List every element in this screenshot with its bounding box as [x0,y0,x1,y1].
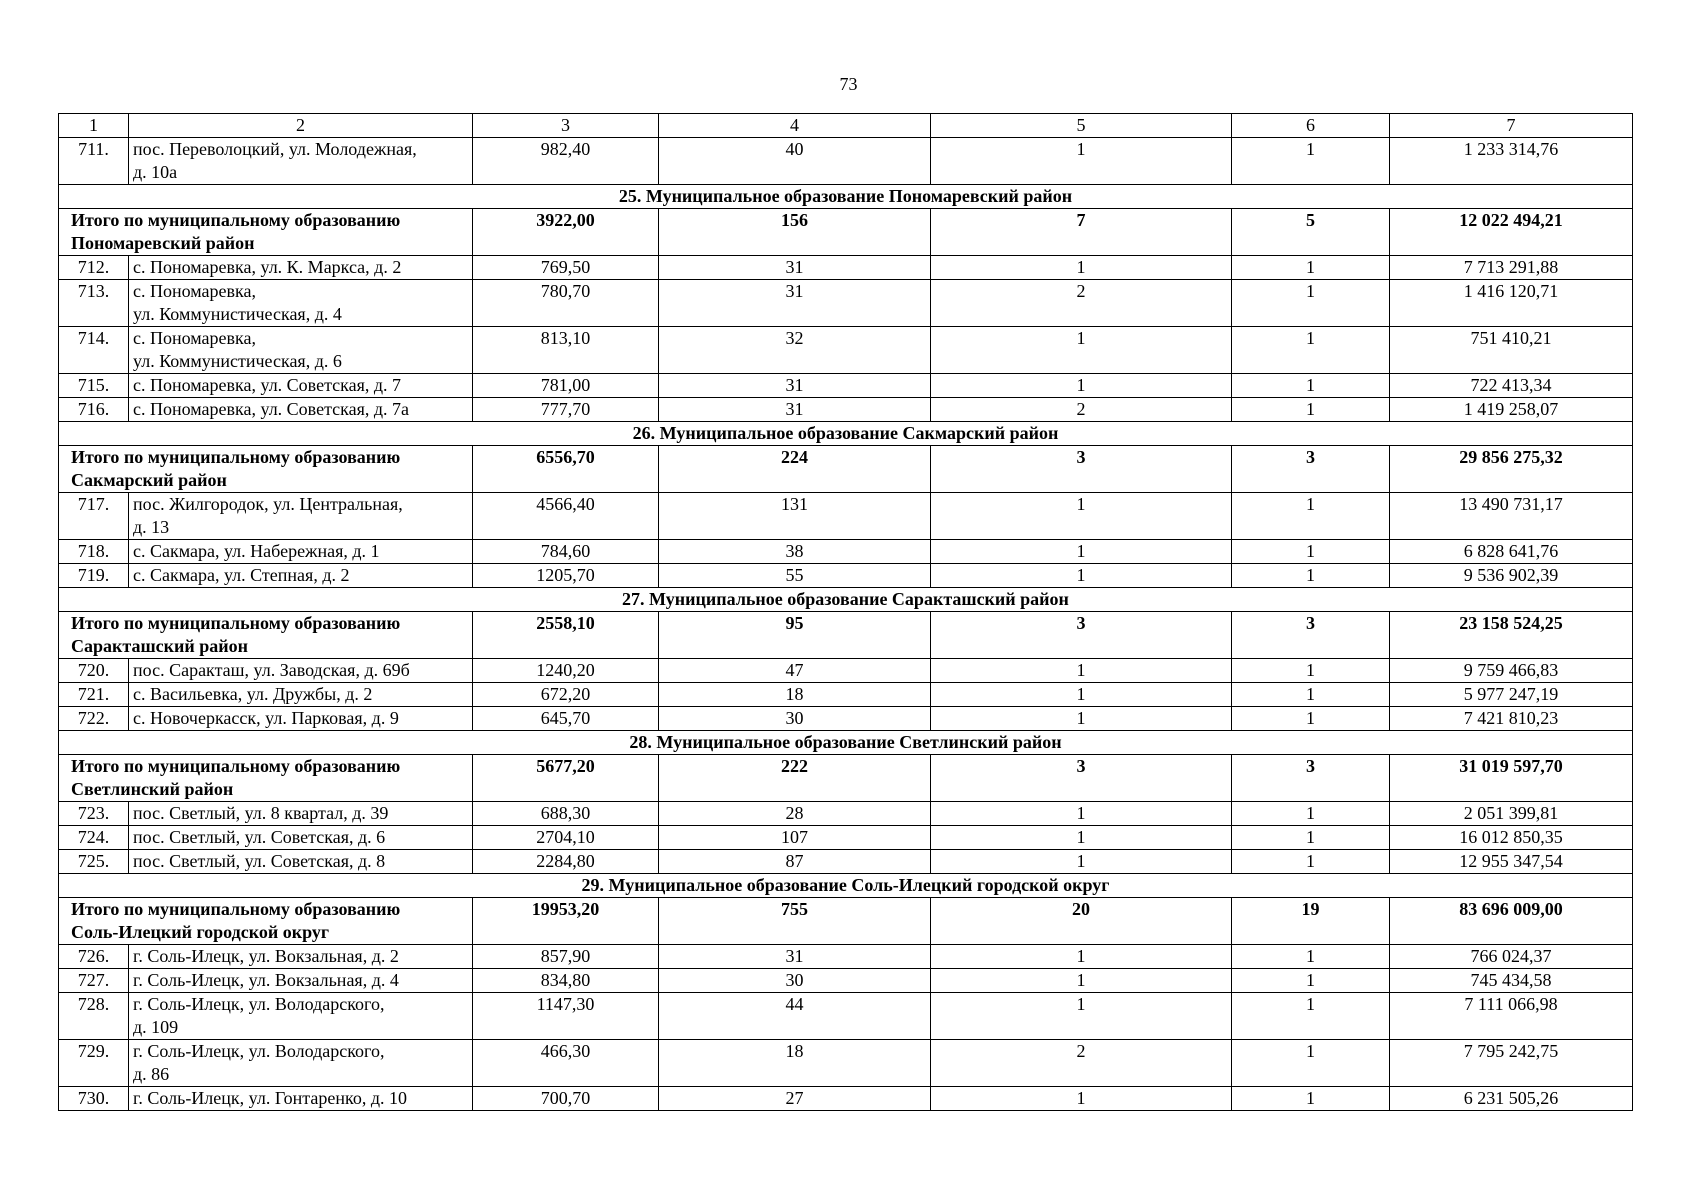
row-number: 721. [59,683,129,707]
table-row [59,659,1633,683]
apartments-value: 30 [659,707,931,731]
subtotal-row [59,755,1633,802]
row-number: 725. [59,850,129,874]
apartments-value: 28 [659,802,931,826]
column-header: 5 [931,114,1232,138]
subtotal-label-line: Сакмарский район [71,470,227,490]
count-value: 1 [931,540,1232,564]
count-value: 19 [1232,898,1390,945]
apartments-value: 31 [659,945,931,969]
row-number: 713. [59,280,129,327]
table-row [59,707,1633,731]
count-value: 1 [931,802,1232,826]
column-header: 7 [1390,114,1633,138]
area-value: 857,90 [473,945,659,969]
count-value: 1 [1232,969,1390,993]
subtotal-label-line: Пономаревский район [71,233,255,253]
subtotal-label [59,446,473,493]
count-value: 1 [931,993,1232,1040]
section-title: 27. Муниципальное образование Саракташский район [59,588,1633,612]
subtotal-row [59,209,1633,256]
area-value: 1240,20 [473,659,659,683]
count-value: 1 [1232,826,1390,850]
subtotal-row [59,446,1633,493]
cost-value: 31 019 597,70 [1390,755,1633,802]
cost-value: 766 024,37 [1390,945,1633,969]
section-header-row [59,874,1633,898]
subtotal-label-line: Соль-Илецкий городской округ [71,922,330,942]
apartments-value: 156 [659,209,931,256]
apartments-value: 38 [659,540,931,564]
apartments-value: 27 [659,1087,931,1111]
column-header: 1 [59,114,129,138]
area-value: 780,70 [473,280,659,327]
table-row [59,1040,1633,1087]
table-row [59,683,1633,707]
row-number: 728. [59,993,129,1040]
address-cell: с. Сакмара, ул. Набережная, д. 1 [129,540,473,564]
count-value: 1 [1232,659,1390,683]
count-value: 3 [1232,612,1390,659]
area-value: 784,60 [473,540,659,564]
area-value: 5677,20 [473,755,659,802]
table-row [59,826,1633,850]
row-number: 720. [59,659,129,683]
area-value: 2704,10 [473,826,659,850]
section-header-row [59,731,1633,755]
address-cell [129,1040,473,1087]
area-value: 688,30 [473,802,659,826]
section-title: 26. Муниципальное образование Сакмарский район [59,422,1633,446]
table-row [59,850,1633,874]
address-cell: пос. Саракташ, ул. Заводская, д. 69б [129,659,473,683]
apartments-value: 31 [659,398,931,422]
address-cell: г. Соль-Илецк, ул. Вокзальная, д. 2 [129,945,473,969]
count-value: 2 [931,1040,1232,1087]
count-value: 1 [931,374,1232,398]
row-number: 717. [59,493,129,540]
count-value: 20 [931,898,1232,945]
area-value: 3922,00 [473,209,659,256]
apartments-value: 107 [659,826,931,850]
subtotal-label-line: Итого по муниципальному образованию [71,756,401,776]
apartments-value: 95 [659,612,931,659]
apartments-value: 31 [659,280,931,327]
address-cell [129,280,473,327]
cost-value: 9 759 466,83 [1390,659,1633,683]
apartments-value: 47 [659,659,931,683]
row-number: 719. [59,564,129,588]
area-value: 466,30 [473,1040,659,1087]
count-value: 1 [1232,398,1390,422]
table-row [59,564,1633,588]
row-number: 714. [59,327,129,374]
address-line: г. Соль-Илецк, ул. Володарского, [133,994,385,1014]
count-value: 1 [1232,683,1390,707]
area-value: 982,40 [473,138,659,185]
row-number: 718. [59,540,129,564]
cost-value: 2 051 399,81 [1390,802,1633,826]
column-header-row [59,114,1633,138]
count-value: 1 [1232,707,1390,731]
row-number: 723. [59,802,129,826]
area-value: 4566,40 [473,493,659,540]
count-value: 1 [1232,802,1390,826]
table-row [59,256,1633,280]
area-value: 672,20 [473,683,659,707]
count-value: 1 [1232,374,1390,398]
count-value: 1 [1232,945,1390,969]
address-cell: с. Сакмара, ул. Степная, д. 2 [129,564,473,588]
count-value: 1 [931,256,1232,280]
address-cell: с. Пономаревка, ул. Советская, д. 7 [129,374,473,398]
area-value: 2558,10 [473,612,659,659]
cost-value: 6 828 641,76 [1390,540,1633,564]
address-cell: пос. Светлый, ул. Советская, д. 6 [129,826,473,850]
row-number: 729. [59,1040,129,1087]
cost-value: 7 111 066,98 [1390,993,1633,1040]
section-header-row [59,588,1633,612]
cost-value: 23 158 524,25 [1390,612,1633,659]
table-row [59,138,1633,185]
apartments-value: 55 [659,564,931,588]
address-line: с. Пономаревка, [133,328,256,348]
column-header: 3 [473,114,659,138]
area-value: 1147,30 [473,993,659,1040]
count-value: 1 [1232,493,1390,540]
row-number: 715. [59,374,129,398]
count-value: 1 [931,969,1232,993]
apartments-value: 87 [659,850,931,874]
area-value: 813,10 [473,327,659,374]
cost-value: 7 713 291,88 [1390,256,1633,280]
table-row [59,802,1633,826]
section-header-row [59,422,1633,446]
section-title: 28. Муниципальное образование Светлинский район [59,731,1633,755]
address-cell [129,327,473,374]
count-value: 1 [931,327,1232,374]
address-cell [129,138,473,185]
apartments-value: 31 [659,256,931,280]
section-header-row [59,185,1633,209]
count-value: 3 [931,612,1232,659]
cost-value: 13 490 731,17 [1390,493,1633,540]
address-cell: пос. Светлый, ул. Советская, д. 8 [129,850,473,874]
count-value: 2 [931,398,1232,422]
cost-value: 9 536 902,39 [1390,564,1633,588]
row-number: 722. [59,707,129,731]
cost-value: 722 413,34 [1390,374,1633,398]
count-value: 1 [1232,1087,1390,1111]
address-line: д. 86 [133,1064,170,1084]
table-row [59,1087,1633,1111]
address-line: д. 109 [133,1017,179,1037]
apartments-value: 18 [659,1040,931,1087]
count-value: 3 [1232,446,1390,493]
address-line: г. Соль-Илецк, ул. Володарского, [133,1041,385,1061]
cost-value: 1 419 258,07 [1390,398,1633,422]
count-value: 1 [931,564,1232,588]
section-title: 29. Муниципальное образование Соль-Илецкий городской округ [59,874,1633,898]
table-row [59,969,1633,993]
count-value: 5 [1232,209,1390,256]
count-value: 1 [1232,1040,1390,1087]
apartments-value: 755 [659,898,931,945]
row-number: 716. [59,398,129,422]
count-value: 1 [1232,138,1390,185]
row-number: 712. [59,256,129,280]
cost-value: 83 696 009,00 [1390,898,1633,945]
apartments-value: 131 [659,493,931,540]
cost-value: 745 434,58 [1390,969,1633,993]
count-value: 1 [931,850,1232,874]
apartments-value: 224 [659,446,931,493]
address-line: д. 13 [133,517,170,537]
row-number: 724. [59,826,129,850]
subtotal-row [59,898,1633,945]
housing-table [58,113,1633,1111]
count-value: 1 [931,659,1232,683]
subtotal-label-line: Итого по муниципальному образованию [71,899,401,919]
count-value: 1 [931,707,1232,731]
count-value: 1 [931,683,1232,707]
address-cell: г. Соль-Илецк, ул. Вокзальная, д. 4 [129,969,473,993]
table-row [59,327,1633,374]
count-value: 1 [1232,256,1390,280]
address-cell: с. Пономаревка, ул. К. Маркса, д. 2 [129,256,473,280]
subtotal-label-line: Итого по муниципальному образованию [71,210,401,230]
subtotal-label-line: Саракташский район [71,636,248,656]
area-value: 2284,80 [473,850,659,874]
cost-value: 29 856 275,32 [1390,446,1633,493]
column-header: 6 [1232,114,1390,138]
apartments-value: 44 [659,993,931,1040]
subtotal-label [59,755,473,802]
row-number: 726. [59,945,129,969]
apartments-value: 40 [659,138,931,185]
cost-value: 12 022 494,21 [1390,209,1633,256]
address-cell [129,493,473,540]
subtotal-label-line: Итого по муниципальному образованию [71,613,401,633]
table-row [59,993,1633,1040]
address-cell: г. Соль-Илецк, ул. Гонтаренко, д. 10 [129,1087,473,1111]
area-value: 6556,70 [473,446,659,493]
address-line: с. Пономаревка, [133,281,256,301]
table-body [59,114,1633,1111]
area-value: 781,00 [473,374,659,398]
cost-value: 1 416 120,71 [1390,280,1633,327]
table-row [59,374,1633,398]
table-row [59,280,1633,327]
subtotal-label [59,209,473,256]
cost-value: 12 955 347,54 [1390,850,1633,874]
area-value: 645,70 [473,707,659,731]
column-header: 2 [129,114,473,138]
count-value: 1 [1232,540,1390,564]
count-value: 1 [1232,993,1390,1040]
cost-value: 5 977 247,19 [1390,683,1633,707]
address-line: д. 10а [133,162,178,182]
count-value: 1 [931,1087,1232,1111]
subtotal-label [59,612,473,659]
address-line: пос. Переволоцкий, ул. Молодежная, [133,139,417,159]
address-cell: с. Пономаревка, ул. Советская, д. 7а [129,398,473,422]
subtotal-label [59,898,473,945]
count-value: 1 [1232,850,1390,874]
row-number: 727. [59,969,129,993]
table-row [59,540,1633,564]
subtotal-row [59,612,1633,659]
column-header: 4 [659,114,931,138]
cost-value: 1 233 314,76 [1390,138,1633,185]
apartments-value: 31 [659,374,931,398]
area-value: 834,80 [473,969,659,993]
table-row [59,945,1633,969]
cost-value: 751 410,21 [1390,327,1633,374]
cost-value: 16 012 850,35 [1390,826,1633,850]
count-value: 1 [1232,327,1390,374]
address-cell: с. Васильевка, ул. Дружбы, д. 2 [129,683,473,707]
cost-value: 7 795 242,75 [1390,1040,1633,1087]
address-line: ул. Коммунистическая, д. 6 [133,351,342,371]
address-cell [129,993,473,1040]
row-number: 730. [59,1087,129,1111]
count-value: 3 [931,755,1232,802]
count-value: 1 [931,945,1232,969]
address-cell: с. Новочеркасск, ул. Парковая, д. 9 [129,707,473,731]
apartments-value: 30 [659,969,931,993]
count-value: 1 [1232,564,1390,588]
row-number: 711. [59,138,129,185]
count-value: 1 [931,826,1232,850]
table-row [59,398,1633,422]
subtotal-label-line: Светлинский район [71,779,234,799]
count-value: 3 [1232,755,1390,802]
apartments-value: 222 [659,755,931,802]
area-value: 700,70 [473,1087,659,1111]
count-value: 2 [931,280,1232,327]
count-value: 1 [931,138,1232,185]
table-row [59,493,1633,540]
area-value: 769,50 [473,256,659,280]
count-value: 3 [931,446,1232,493]
area-value: 1205,70 [473,564,659,588]
area-value: 777,70 [473,398,659,422]
apartments-value: 32 [659,327,931,374]
address-line: ул. Коммунистическая, д. 4 [133,304,342,324]
page-number: 73 [839,74,858,94]
area-value: 19953,20 [473,898,659,945]
address-cell: пос. Светлый, ул. 8 квартал, д. 39 [129,802,473,826]
cost-value: 7 421 810,23 [1390,707,1633,731]
subtotal-label-line: Итого по муниципальному образованию [71,447,401,467]
count-value: 7 [931,209,1232,256]
count-value: 1 [1232,280,1390,327]
address-line: пос. Жилгородок, ул. Центральная, [133,494,403,514]
section-title: 25. Муниципальное образование Пономаревский район [59,185,1633,209]
apartments-value: 18 [659,683,931,707]
cost-value: 6 231 505,26 [1390,1087,1633,1111]
count-value: 1 [931,493,1232,540]
